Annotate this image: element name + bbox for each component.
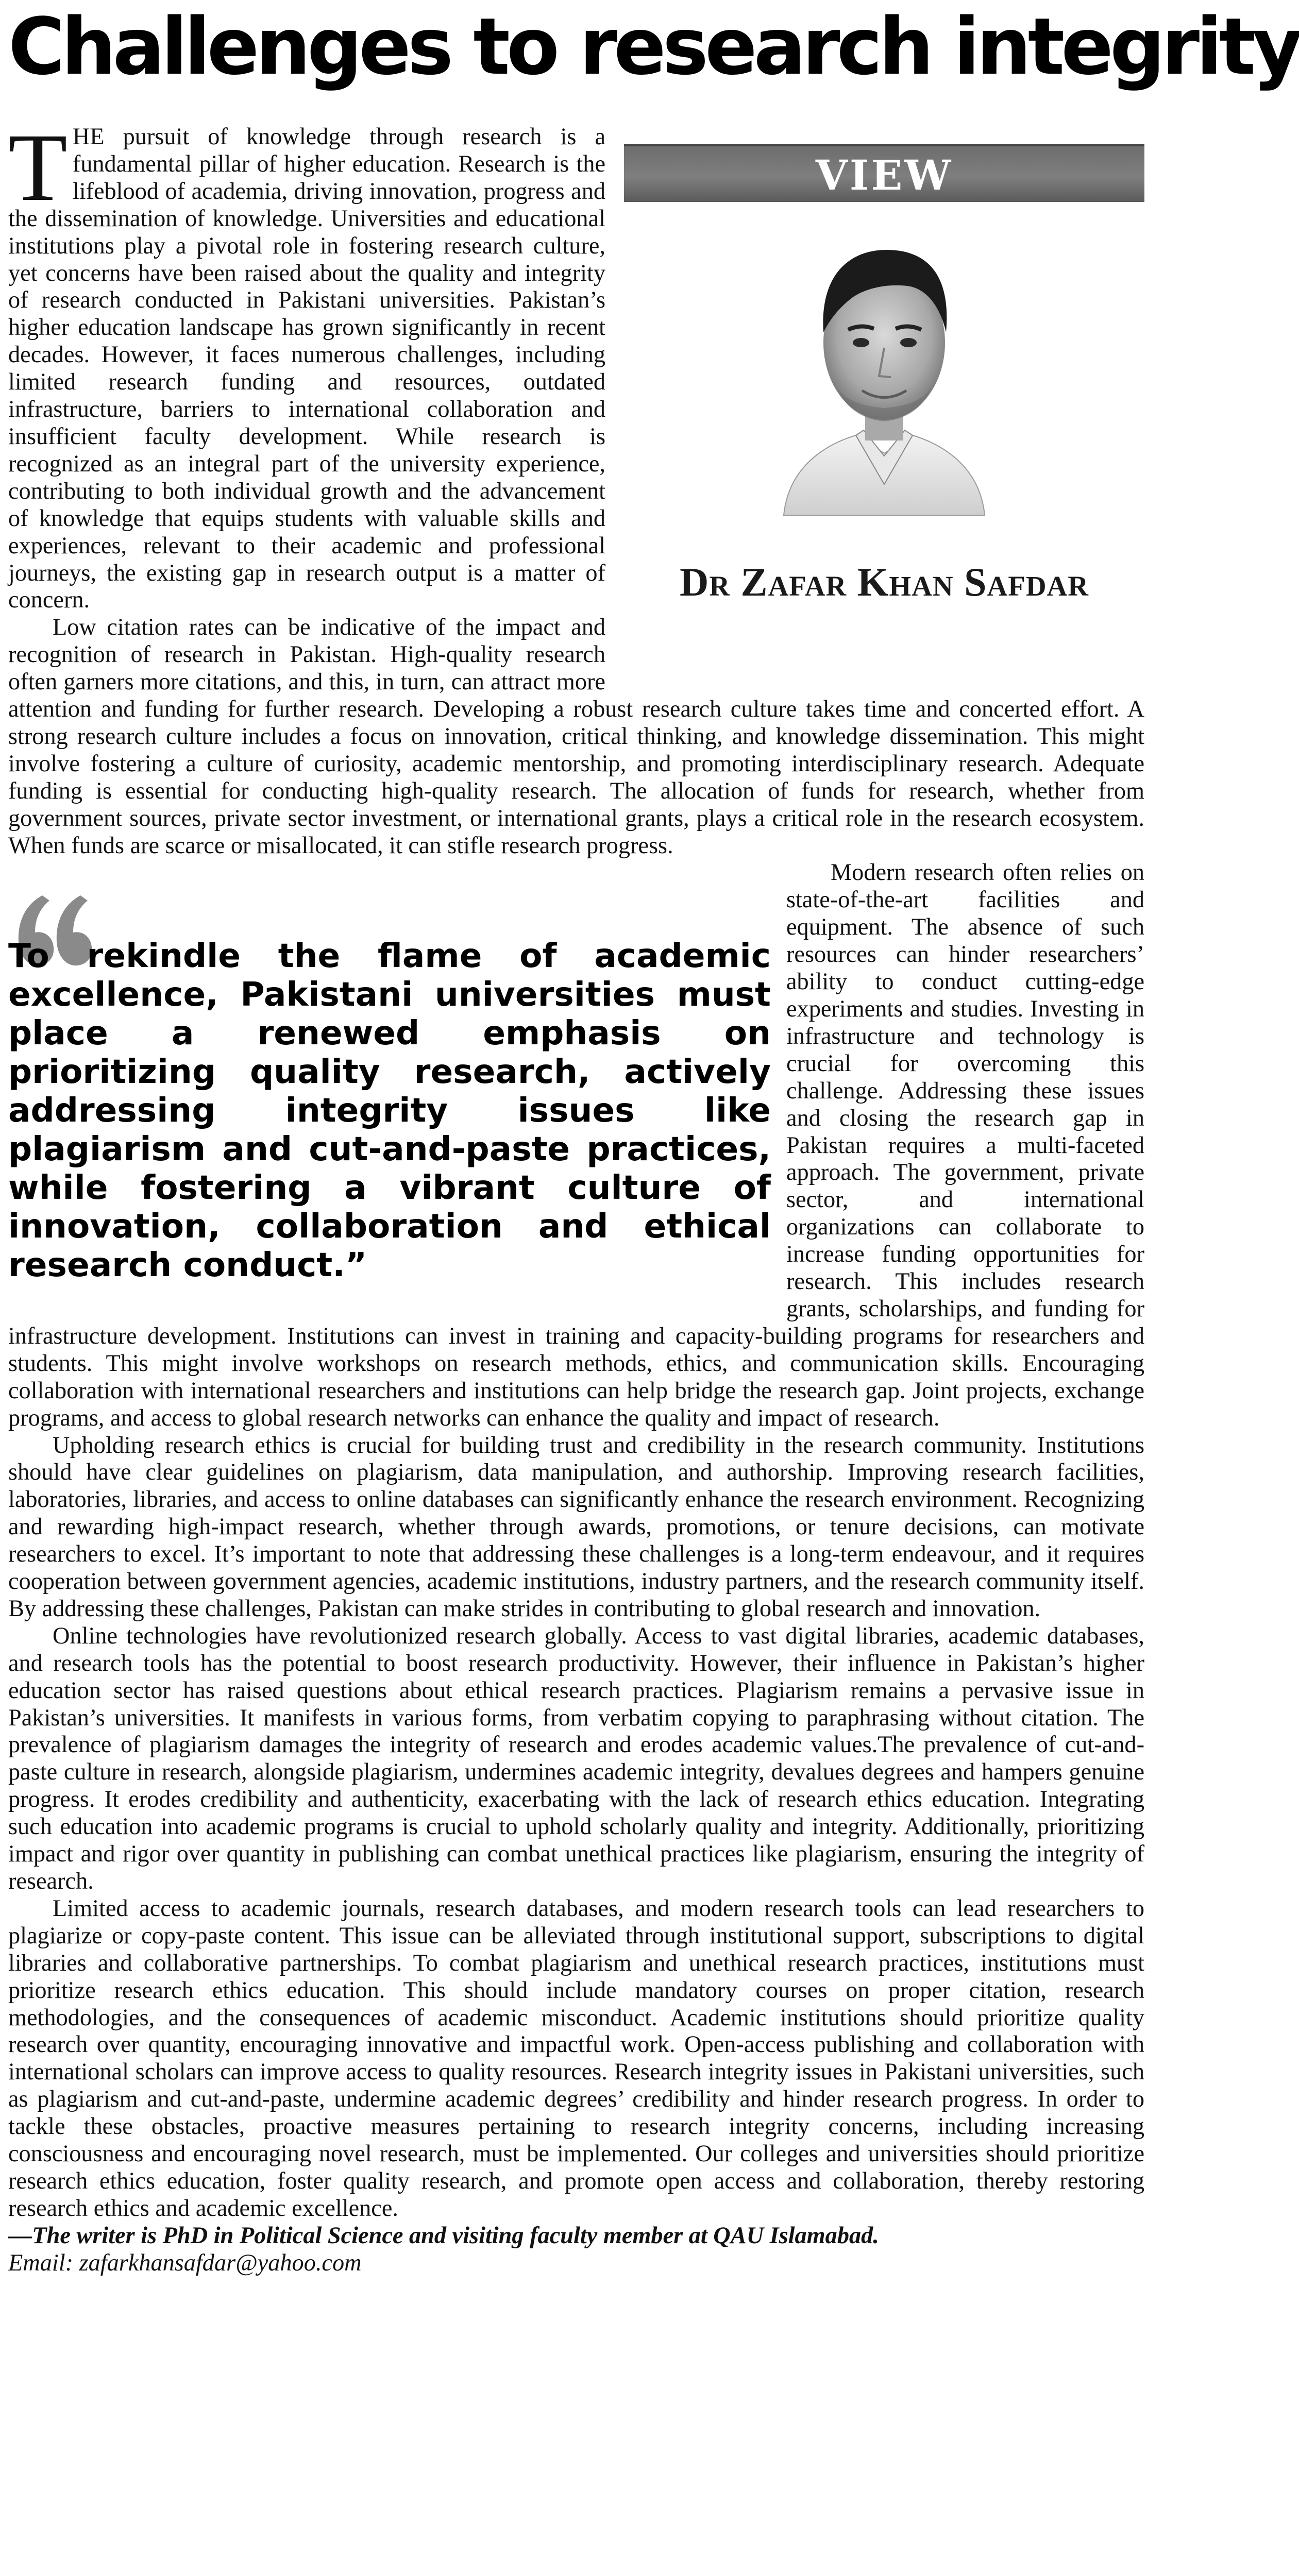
author-signoff: —The writer is PhD in Political Science and visiting faculty member at QAU Islamabad. [8, 2222, 879, 2249]
paragraph-2: Low citation rates can be indicative of the impact and recognition of research in Pakistan. High-quality research often garners more citations, and this, in turn, can attract more attention and funding for further research. Developing a robust research culture takes time and concerted effort. A strong research culture includes a focus on innovation, critical thinking, and knowledge dissemination. This might involve fostering a culture of curiosity, academic mentorship, and promoting interdisciplinary research. Adequate funding is essential for conducting high-quality research. The allocation of funds for research, whether from government sources, private sector investment, or international grants, plays a critical role in the research ecosystem. When funds are scarce or misallocated, it can stifle research progress. [8, 614, 1144, 859]
paragraph-3: Modern research often relies on state-of-the-art facilities and equipment. The absence of such resources can hinder researchers’ ability to conduct cutting-edge experiments and studies. Investing in infrastructure and technology is crucial for overcoming this challenge. Addressing these issues and closing the research gap in Pakistan requires a multi-faceted approach. The government, private sector, and international organizations can collaborate to increase funding opportunities for research. This includes research grants, scholarships, and funding for infrastructure development. Institutions can invest in training and capacity-building programs for researchers and students. This might involve workshops on research methods, ethics, and communication skills. Encouraging collaboration with international researchers and institutions can help bridge the research gap. Joint projects, exchange programs, and access to global research networks can enhance the quality and impact of research. [8, 859, 1144, 1431]
pull-quote-box [8, 875, 771, 1302]
paragraph-6: Limited access to academic journals, research databases, and modern research tools can lead researchers to plagiarize or copy-paste content. This issue can be alleviated through institutional support, subscriptions to digital libraries and collaborative partnerships. To combat plagiarism and unethical research practices, institutions must prioritize research ethics education. This should include mandatory courses on proper citation, research methodologies, and the consequences of academic misconduct. Academic institutions should prioritize quality research over quantity, encouraging innovative and impactful work. Open-access publishing and collaboration with international scholars can improve access to quality resources. Research integrity issues in Pakistani universities, such as plagiarism and cut-and-paste, undermine academic degrees’ credibility and hinder research progress. In order to tackle these obstacles, proactive measures pertaining to research integrity concerns, including increasing consciousness and encouraging novel research, must be implemented. Our colleges and universities should prioritize research ethics education, foster quality research, and promote open access and collaboration, thereby restoring research ethics and academic excellence. [8, 1895, 1144, 2222]
view-banner: VIEW [624, 144, 1144, 202]
headline: Challenges to research integrity [8, 1, 1299, 92]
author-portrait-icon [773, 227, 995, 515]
pull-quote-text: To rekindle the flame of academic excellence, Pakistani universities must place a renewed emphasis on prioritizing quality research, actively addressing integrity issues like plagiarism and cut-and-paste practices, while fostering a vibrant culture of innovation, collaboration and ethical research conduct.” [8, 937, 771, 1285]
paragraph-5: Online technologies have revolutionized research globally. Access to vast digital libraries, academic databases, and research tools has the potential to boost research productivity. However, their influence in Pakistan’s higher education sector has raised questions about ethical research practices. Plagiarism remains a pervasive issue in Pakistan’s universities. It manifests in various forms, from verbatim copying to paraphrasing without citation. The prevalence of plagiarism damages the integrity of research and erodes academic values.The prevalence of cut-and-paste culture in research, alongside plagiarism, undermines academic integrity, devalues degrees and hampers genuine progress. It erodes credibility and authenticity, exacerbating with the lack of research ethics education. Integrating such education into academic programs is crucial to uphold scholarly quality and integrity. Additionally, prioritizing impact and rigor over quantity in publishing can combat unethical practices like plagiarism, ensuring the integrity of research. [8, 1622, 1144, 1894]
author-email: Email: zafarkhansafdar@yahoo.com [8, 2249, 362, 2276]
author-box [624, 144, 1144, 666]
author-byline: Dr Zafar Khan Safdar [680, 560, 1089, 604]
paragraph-1-text: HE pursuit of knowledge through research is a fundamental pillar of higher education. Research is the lifeblood of academia, driving innovation, progress and the dissemination of knowledge. Universities and educational institutions play a pivotal role in fostering research culture, yet concerns have been raised about the quality and integrity of research conducted in Pakistani universities. Pakistan’s higher education landscape has grown significantly in recent decades. However, it faces numerous challenges, including limited research funding and resources, outdated infrastructure, barriers to international collaboration and insufficient faculty development. While research is recognized as an integral part of the university experience, contributing to both individual growth and the advancement of knowledge that equips students with valuable skills and experiences, relevant to their academic and professional journeys, the existing gap in research output is a matter of concern. [8, 124, 605, 614]
drop-cap: T [8, 113, 68, 221]
paragraph-4: Upholding research ethics is crucial for building trust and credibility in the research community. Institutions should have clear guidelines on plagiarism, data manipulation, and authorship. Improving research facilities, laboratories, libraries, and access to online databases can significantly enhance the research environment. Recognizing and rewarding high-impact research, whether through awards, promotions, or tenure decisions, can motivate researchers to excel. It’s important to note that addressing these challenges is a long-term endeavour, and it requires cooperation between government agencies, academic institutions, industry partners, and the research community itself. By addressing these challenges, Pakistan can make strides in contributing to global research and innovation. [8, 1432, 1144, 1622]
article-body [8, 113, 1144, 2277]
